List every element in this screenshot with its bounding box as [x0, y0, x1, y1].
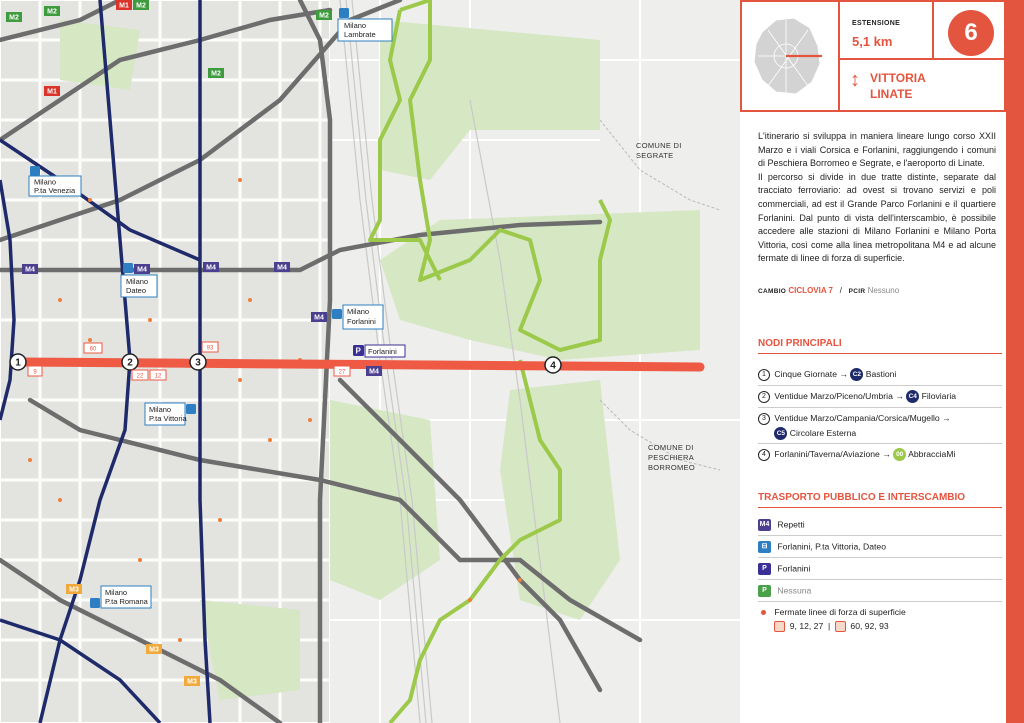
nodes-section-title: NODI PRINCIPALI: [758, 338, 842, 349]
node-number: 1: [758, 369, 770, 381]
node-item-1: [758, 367, 1008, 382]
svg-text:Milano: Milano: [126, 277, 149, 286]
svg-text:Forlanini: Forlanini: [347, 317, 376, 326]
svg-text:3: 3: [195, 357, 201, 369]
pcir-value: Nessuno: [867, 286, 900, 295]
train-icon: ⊟: [758, 541, 771, 553]
tram-lines: 9, 12, 27: [789, 621, 824, 631]
m2-tag-4: [208, 68, 224, 78]
svg-text:P.ta Venezia: P.ta Venezia: [34, 186, 76, 195]
m4-tag-west: [22, 264, 38, 274]
node-separator: [758, 407, 1002, 408]
m4-tag-center: [203, 262, 219, 272]
svg-text:12: 12: [154, 373, 162, 380]
svg-text:Forlanini: Forlanini: [368, 347, 397, 356]
surface-label: Fermate linee di forza di superficie: [774, 607, 906, 617]
m2-tag-5: [6, 12, 22, 22]
svg-text:Milano: Milano: [149, 405, 172, 414]
svg-text:22: 22: [136, 373, 144, 380]
node-separator: [758, 385, 1002, 386]
svg-text:M4: M4: [314, 314, 324, 322]
description-paragraph-2: Il percorso si divide in due tratte distinte, separate dal tracciato ferroviario: ad ovest si trovano servizi e poli commerciali, ad est il Grande Parco Forlanini e il quartiere Forlanini. Dal punto di vista dell'interscambio, è possibile accedere alle stazioni di Milano Forlanini e Milano Porta Vittoria, così come alla linea metropolitana M4 e ad alcune fermate di linee di forza di superficie.: [758, 171, 996, 264]
transport-row-surface: [758, 607, 1002, 617]
node-item-3: [758, 411, 1008, 441]
svg-text:M3: M3: [187, 678, 197, 686]
node-separator: [758, 443, 1002, 444]
surface-stop-dot-icon: [761, 610, 766, 615]
transport-text: Forlanini, P.ta Vittoria, Dateo: [777, 541, 886, 552]
pcir-label: PCIR: [848, 288, 866, 295]
stop-tag-22: [132, 370, 148, 380]
node-text: Cinque Giornate →: [774, 369, 848, 379]
svg-text:M4: M4: [25, 266, 35, 274]
svg-text:M3: M3: [149, 646, 159, 654]
route-6-line: [18, 362, 700, 367]
cambio-separator: /: [839, 286, 842, 295]
tram-icon: [774, 621, 785, 632]
svg-text:M2: M2: [319, 12, 329, 20]
connection-info: [758, 286, 899, 295]
svg-text:P: P: [355, 346, 361, 356]
node-destination: Filoviaria: [921, 391, 957, 401]
lines-separator: |: [828, 621, 831, 631]
route-node-1[interactable]: [10, 354, 26, 370]
svg-text:P.ta Romana: P.ta Romana: [105, 597, 148, 606]
svg-text:M1: M1: [47, 88, 57, 96]
transport-divider: [758, 507, 1002, 508]
m3-tag-2: [146, 644, 162, 654]
description-paragraph-1: L'itinerario si sviluppa in maniera lineare lungo corso XXII Marzo e i viali Corsica e Forlanini, raggiungendo i comuni di Peschiera Borromeo e Segrate, e l'aeroporto di Linate.: [758, 131, 996, 169]
transport-separator: [758, 557, 1002, 558]
m2-tag-3: [316, 10, 332, 20]
bike-parking-icon: P: [758, 585, 771, 597]
route-node-3[interactable]: [190, 354, 206, 370]
transport-separator: [758, 579, 1002, 580]
transport-section-title: TRASPORTO PUBBLICO E INTERSCAMBIO: [758, 492, 966, 503]
node-destination: Bastioni: [865, 369, 897, 379]
node-item-2: [758, 389, 1008, 404]
bus-lines: 60, 92, 93: [850, 621, 889, 631]
label-peschiera-1: COMUNE DI: [648, 443, 694, 452]
route-destinations: [870, 70, 926, 102]
svg-text:Milano: Milano: [34, 177, 57, 187]
cambio-value: CICLOVIA 7: [788, 286, 834, 295]
label-segrate-1: COMUNE DI: [636, 141, 682, 150]
m2-tag-1: [44, 6, 60, 16]
label-segrate-2: SEGRATE: [636, 151, 674, 160]
svg-text:60: 60: [89, 346, 97, 353]
extension-value: 5,1 km: [852, 34, 893, 49]
node-badge: C4: [906, 390, 919, 403]
transport-text: Forlanini: [777, 563, 811, 574]
m3-tag-3: [184, 676, 200, 686]
node-badge: C2: [850, 368, 863, 381]
svg-text:4: 4: [550, 360, 556, 372]
m1-tag-2: [44, 86, 60, 96]
svg-text:9: 9: [33, 369, 37, 376]
svg-text:M4: M4: [369, 368, 379, 376]
transport-text: Nessuna: [777, 585, 812, 596]
svg-text:P.ta Vittoria: P.ta Vittoria: [149, 414, 187, 423]
svg-text:93: 93: [206, 345, 214, 352]
node-item-4: [758, 447, 1008, 462]
destination-end: LINATE: [870, 87, 913, 101]
transport-row-metro: [758, 519, 1002, 531]
svg-text:M2: M2: [9, 14, 19, 22]
cambio-label: CAMBIO: [758, 288, 787, 295]
route-number-badge: 6: [948, 10, 994, 56]
transport-separator: [758, 601, 1002, 602]
extension-label: ESTENSIONE: [852, 20, 901, 27]
parking-forlanini[interactable]: [353, 345, 405, 357]
svg-text:Dateo: Dateo: [126, 286, 147, 295]
svg-text:M4: M4: [206, 264, 216, 272]
svg-text:M2: M2: [47, 8, 57, 16]
bidirectional-arrow-icon: ↕: [850, 69, 860, 91]
route-node-4[interactable]: [545, 357, 561, 373]
svg-text:27: 27: [338, 369, 346, 376]
stop-tag-12: [150, 370, 166, 380]
stop-tag-9: [28, 366, 42, 376]
stop-tag-93: [202, 342, 218, 352]
m4-tag-dateo: [134, 264, 150, 274]
edge-strip: [1006, 0, 1024, 723]
node-text: Ventidue Marzo/Piceno/Umbria →: [774, 391, 904, 401]
svg-text:M4: M4: [137, 266, 147, 274]
stop-tag-60: [84, 343, 102, 353]
node-number: 4: [758, 449, 770, 461]
svg-text:M4: M4: [277, 264, 287, 272]
svg-text:M3: M3: [69, 586, 79, 594]
transport-row-bike-parking: [758, 585, 1002, 597]
node-text: Forlanini/Taverna/Aviazione →: [774, 449, 891, 459]
m4-tag-east: [274, 262, 290, 272]
route-node-2[interactable]: [122, 354, 138, 370]
svg-text:M1: M1: [119, 2, 129, 10]
route-description: [758, 130, 996, 266]
svg-text:1: 1: [15, 357, 21, 369]
m4-tag-forlanini: [311, 312, 327, 322]
stop-tag-27: [334, 366, 350, 376]
node-badge: 00: [893, 448, 906, 461]
transport-row-lines: [758, 621, 1002, 632]
destination-start: VITTORIA: [870, 71, 926, 85]
node-badge: C5: [774, 427, 787, 440]
m3-tag-1: [66, 584, 82, 594]
svg-text:Lambrate: Lambrate: [344, 30, 376, 39]
bus-icon: [835, 621, 846, 632]
svg-text:2: 2: [127, 357, 133, 369]
label-peschiera-3: BORROMEO: [648, 463, 695, 472]
node-number: 2: [758, 391, 770, 403]
transport-separator: [758, 535, 1002, 536]
transport-row-train: [758, 541, 1002, 553]
m4-tag-route: [366, 366, 382, 376]
node-destination: AbbracciaMi: [908, 449, 956, 459]
m1-tag-1: [116, 0, 132, 10]
svg-text:Milano: Milano: [105, 588, 128, 597]
info-panel: [740, 0, 1024, 723]
transport-row-parking: [758, 563, 1002, 575]
svg-text:Milano: Milano: [347, 307, 370, 316]
svg-text:Milano: Milano: [344, 21, 367, 30]
transport-text: Repetti: [777, 519, 805, 530]
m2-tag-2: [133, 0, 149, 10]
node-text: Ventidue Marzo/Campania/Corsica/Mugello →: [774, 413, 951, 423]
node-destination: Circolare Esterna: [789, 428, 857, 438]
nodes-divider: [758, 353, 1002, 354]
svg-text:M2: M2: [136, 2, 146, 10]
parking-icon: P: [758, 563, 771, 575]
label-peschiera-2: PESCHIERA: [648, 453, 695, 462]
city-minimap-icon: [748, 10, 826, 102]
node-number: 3: [758, 413, 770, 425]
metro-m4-icon: M4: [758, 519, 771, 531]
svg-text:M2: M2: [211, 70, 221, 78]
route-header: [740, 0, 1006, 112]
